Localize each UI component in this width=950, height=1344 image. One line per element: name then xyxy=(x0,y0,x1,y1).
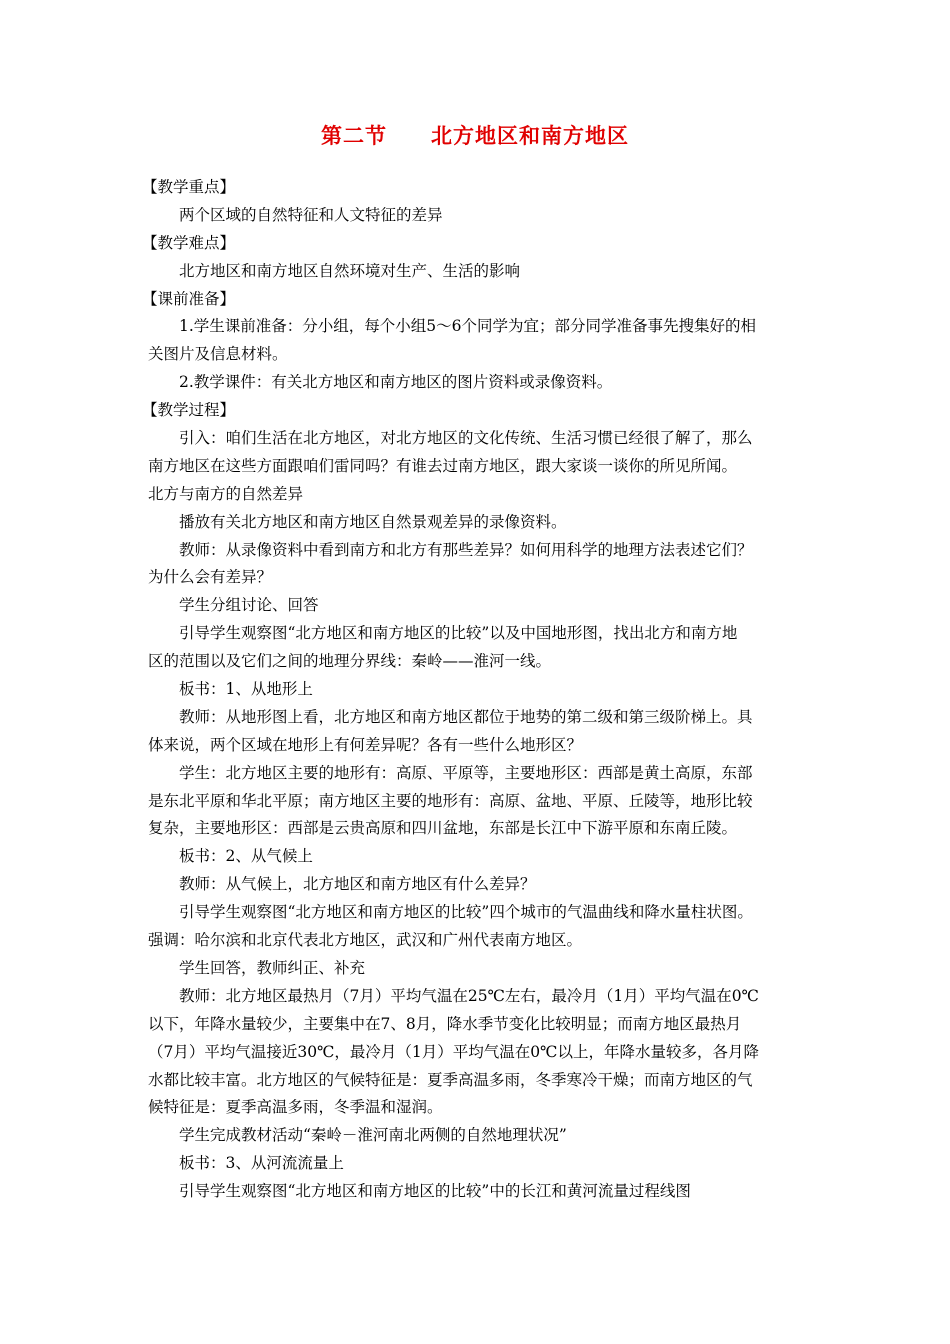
text-line: 板书：3、从河流流量上 xyxy=(179,1154,344,1173)
text-line: 北方地区和南方地区自然环境对生产、生活的影响 xyxy=(179,261,521,280)
text-line: 板书：2、从气候上 xyxy=(179,847,313,866)
text-line: 体来说，两个区域在地形上有何差异呢？各有一些什么地形区？ xyxy=(148,735,583,754)
text-line: 南方地区在这些方面跟咱们雷同吗？有谁去过南方地区，跟大家谈一谈你的所见所闻。 xyxy=(148,456,738,475)
text-line: 两个区域的自然特征和人文特征的差异 xyxy=(179,205,443,224)
text-line: 1.学生课前准备：分小组，每个小组5～6个同学为宜；部分同学准备事先搜集好的相 xyxy=(179,317,757,336)
document-body xyxy=(142,174,808,1206)
page-title: 第二节 北方地区和南方地区 xyxy=(321,123,629,148)
text-line: 引入：咱们生活在北方地区，对北方地区的文化传统、生活习惯已经很了解了，那么 xyxy=(179,429,753,448)
text-line: 引导学生观察图“北方地区和南方地区的比较”以及中国地形图，找出北方和南方地 xyxy=(179,624,738,643)
text-line: 引导学生观察图“北方地区和南方地区的比较”四个城市的气温曲线和降水量柱状图。 xyxy=(179,903,753,922)
text-line: 2.教学课件：有关北方地区和南方地区的图片资料或录像资料。 xyxy=(179,373,613,392)
text-line: （7月）平均气温接近30℃，最冷月（1月）平均气温在0℃以上，年降水量较多，各月降 xyxy=(148,1042,759,1061)
text-line: 教师：从录像资料中看到南方和北方有那些差异？如何用科学的地理方法表述它们？ xyxy=(179,540,753,559)
text-line: 强调：哈尔滨和北京代表北方地区，武汉和广州代表南方地区。 xyxy=(148,931,583,950)
text-line: 水都比较丰富。北方地区的气候特征是：夏季高温多雨，冬季寒冷干燥；而南方地区的气 xyxy=(148,1070,753,1089)
text-line: 为什么会有差异？ xyxy=(148,568,273,587)
section-heading: 【教学过程】 xyxy=(142,401,236,420)
text-line: 教师：北方地区最热月（7月）平均气温在25℃左右，最冷月（1月）平均气温在0℃ xyxy=(179,986,759,1005)
section-heading: 【课前准备】 xyxy=(142,289,236,308)
text-line: 学生分组讨论、回答 xyxy=(179,596,319,615)
text-line: 学生：北方地区主要的地形有：高原、平原等，主要地形区：西部是黄土高原，东部 xyxy=(179,763,753,782)
text-line: 播放有关北方地区和南方地区自然景观差异的录像资料。 xyxy=(179,512,567,531)
text-line: 是东北平原和华北平原；南方地区主要的地形有：高原、盆地、平原、丘陵等，地形比较 xyxy=(148,791,753,810)
text-line: 以下，年降水量较少，主要集中在7、8月，降水季节变化比较明显；而南方地区最热月 xyxy=(148,1014,742,1033)
text-line: 学生回答，教师纠正、补充 xyxy=(179,958,366,977)
text-line: 教师：从气候上，北方地区和南方地区有什么差异？ xyxy=(179,875,536,894)
text-line: 复杂，主要地形区：西部是云贵高原和四川盆地，东部是长江中下游平原和东南丘陵。 xyxy=(148,819,738,838)
text-line: 候特征是：夏季高温多雨，冬季温和湿润。 xyxy=(148,1098,443,1117)
text-line: 教师：从地形图上看，北方地区和南方地区都位于地势的第二级和第三级阶梯上。具 xyxy=(179,707,753,726)
text-line: 北方与南方的自然差异 xyxy=(148,484,304,503)
text-line: 区的范围以及它们之间的地理分界线：秦岭——淮河一线。 xyxy=(148,652,552,671)
text-line: 学生完成教材活动“秦岭－淮河南北两侧的自然地理状况” xyxy=(179,1126,567,1145)
text-line: 板书：1、从地形上 xyxy=(179,680,313,699)
text-line: 引导学生观察图“北方地区和南方地区的比较”中的长江和黄河流量过程线图 xyxy=(179,1182,691,1201)
section-heading: 【教学难点】 xyxy=(142,233,236,252)
text-line: 关图片及信息材料。 xyxy=(148,345,288,364)
section-heading: 【教学重点】 xyxy=(142,178,236,196)
